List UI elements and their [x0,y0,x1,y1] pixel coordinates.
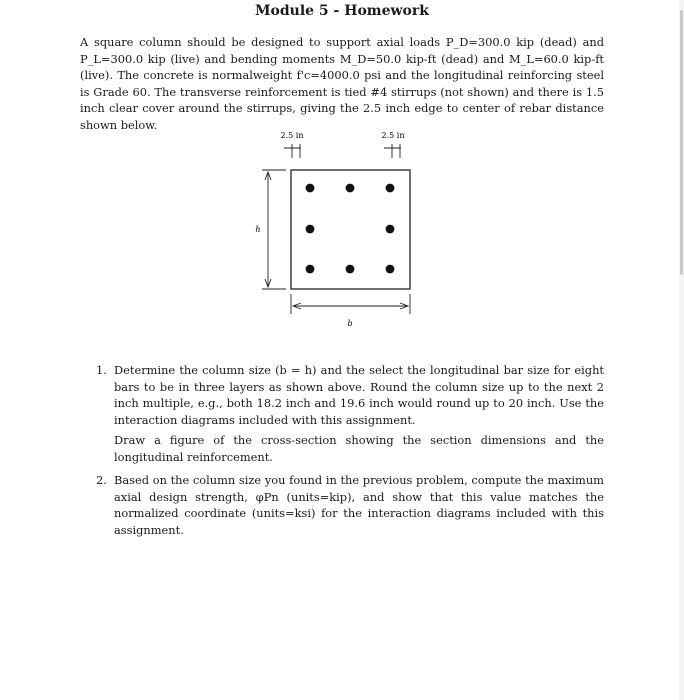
rebar-top-middle [346,184,355,193]
page-title: Module 5 - Homework [255,3,429,19]
width-dimension [291,294,410,314]
width-label: b [347,319,353,328]
rebar-top-left [306,184,315,193]
cross-section-diagram [248,126,428,336]
rebar-top-right [386,184,395,193]
question-1 [96,362,604,465]
rebar-bottom-right [386,265,395,274]
dim-left-label: 2.5 in [280,131,304,140]
rebar-mid-right [386,225,395,234]
question-number: 1. [96,363,107,377]
rebar-bottom-middle [346,265,355,274]
dim-right-marker [384,144,401,158]
dim-left-marker [284,144,301,158]
rebar-bottom-left [306,265,315,274]
column-cross-section-figure [248,126,428,336]
question-2 [96,472,604,538]
problem-statement: A square column should be designed to support axial loads P_D=300.0 kip (dead) and P_L=300.0 kip (live) and bending moments M_D=50.0 kip-ft (dead) and M_L=60.0 kip-ft (live). The concrete is normalweight f'c=4000.0 psi and the longitudinal reinforcing steel is Grade 60. The transverse reinforcement is tied #4 stirrups (not shown) and there is 1.5 inch clear cover around the stirrups, giving the 2.5 inch edge to center of rebar distance shown below. [80,35,604,132]
question-text: Determine the column size (b = h) and the select the longitudinal bar size for eight bars to be in three layers as shown above. Round the column size up to the next 2 inch multiple, e.g., both 18.2 inch and 19.6 inch would round up to 20 inch. Use the interaction diagrams included with this assignment. [114,363,604,427]
scrollbar-track[interactable] [679,0,684,700]
height-label: h [255,225,261,234]
scrollbar-thumb[interactable] [680,10,683,275]
question-number: 2. [96,473,107,487]
question-followup: Draw a figure of the cross-section showing the section dimensions and the longitudinal reinforcement. [114,433,604,464]
dim-right-label: 2.5 in [381,131,405,140]
height-dimension [262,170,286,289]
question-text: Based on the column size you found in the previous problem, compute the maximum axial design strength, φPn (units=kip), and show that this value matches the normalized coordinate (units=ksi) for the interaction diagrams included with this assignment. [114,473,604,537]
rebar-mid-left [306,225,315,234]
